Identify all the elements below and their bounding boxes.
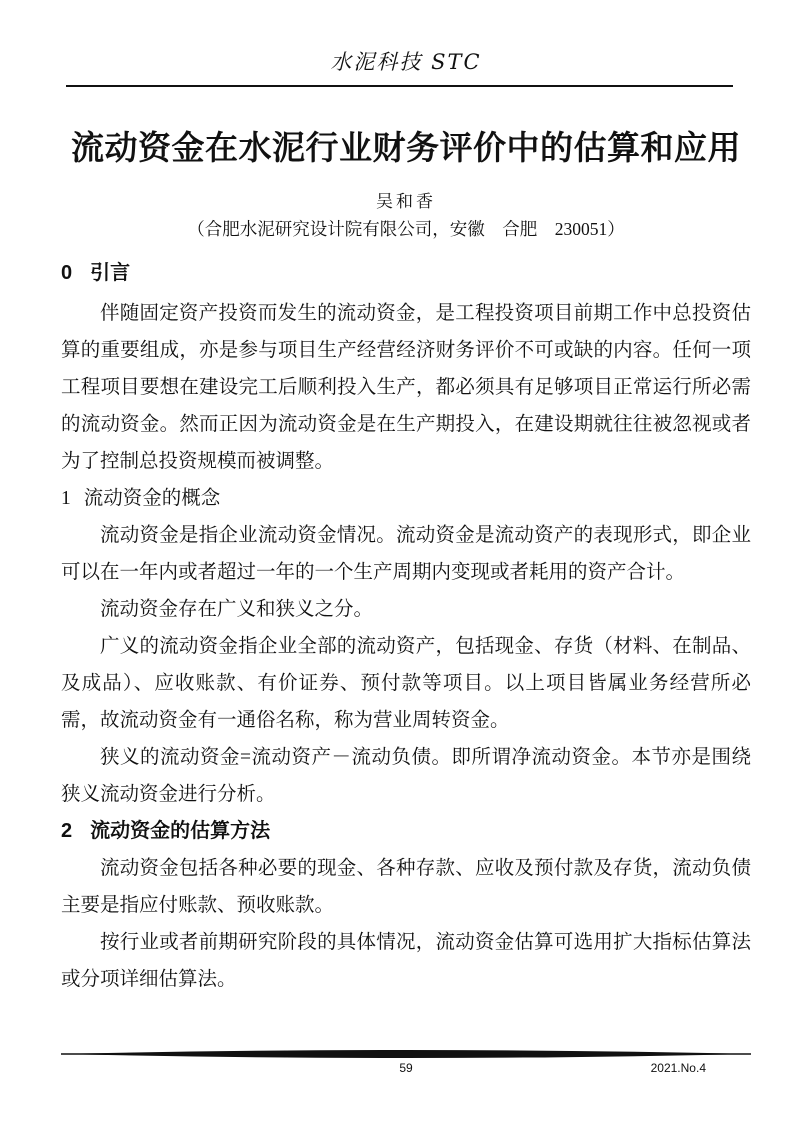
paragraph: 广义的流动资金指企业全部的流动资产，包括现金、存货（材料、在制品、及成品）、应收账款、有价证券、预付款等项目。以上项目皆属业务经营所必需，故流动资金有一通俗名称，称为营业周转资金。 <box>61 636 751 731</box>
author-name: 吴和香 <box>376 192 436 211</box>
paragraph: 流动资金是指企业流动资金情况。流动资金是流动资产的表现形式，即企业可以在一年内或者超过一年的一个生产周期内变现或者耗用的资产合计。 <box>61 525 751 583</box>
section-heading-text: 流动资金的估算方法 <box>90 820 271 842</box>
footer-text-row <box>61 1061 751 1077</box>
section-concept <box>61 480 751 813</box>
section-heading <box>61 261 751 285</box>
section-heading-text: 引言 <box>90 262 131 284</box>
article-title: 流动资金在水泥行业财务评价中的估算和应用 <box>71 129 741 166</box>
section-estimation-methods <box>61 813 751 998</box>
page-header <box>61 0 751 87</box>
page-number: 59 <box>399 1061 413 1075</box>
section-heading <box>61 813 751 850</box>
paragraph: 狭义的流动资金=流动资产－流动负债。即所谓净流动资金。本节亦是围绕狭义流动资金进行分析。 <box>61 747 751 805</box>
paragraph: 按行业或者前期研究阶段的具体情况，流动资金估算可选用扩大指标估算法或分项详细估算法。 <box>61 932 751 990</box>
section-introduction <box>61 261 751 480</box>
journal-title: 水泥科技 STC <box>330 50 482 74</box>
issue-number: 2021.No.4 <box>650 1061 706 1075</box>
paragraph: 伴随固定资产投资而发生的流动资金，是工程投资项目前期工作中总投资估算的重要组成，亦是参与项目生产经营经济财务评价不可或缺的内容。任何一项工程项目要想在建设完工后顺利投入生产，都必须具有足够项目正常运行所必需的流动资金。然而正因为流动资金是在生产期投入，在建设期就往往被忽视或者为了控制总投资规模而被调整。 <box>61 303 751 472</box>
footer-rule-bar <box>61 1049 751 1059</box>
section-number: 2 <box>61 820 73 842</box>
section-heading-text: 流动资金的概念 <box>83 488 221 509</box>
page-footer <box>61 1049 751 1077</box>
section-heading <box>61 480 751 517</box>
header-rule <box>66 85 733 87</box>
author-affiliation: （合肥水泥研究设计院有限公司，安徽 合肥 230051） <box>187 219 625 239</box>
paragraph: 流动资金包括各种必要的现金、各种存款、应收及预付款及存货，流动负债主要是指应付账款、预收账款。 <box>61 858 751 916</box>
paragraph: 流动资金存在广义和狭义之分。 <box>100 599 374 620</box>
section-number: 1 <box>61 488 71 509</box>
page-content <box>61 0 751 998</box>
section-number: 0 <box>61 262 73 284</box>
